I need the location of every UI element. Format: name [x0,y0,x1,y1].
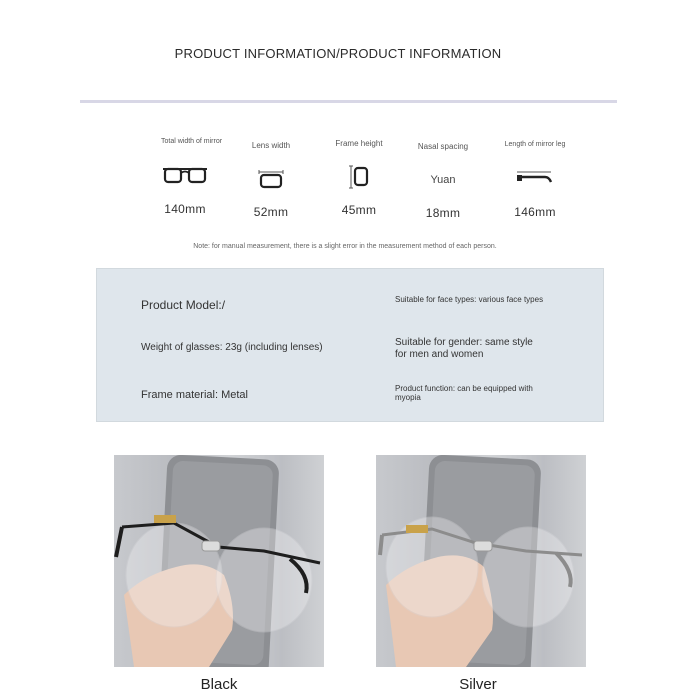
spec-value: 18mm [425,206,461,220]
spec-label: Lens width [251,141,291,150]
nasal-spacing-word: Yuan [430,174,456,186]
spec-nasal-spacing [397,138,489,220]
spec-temple-length [489,138,581,219]
frame-material: Frame material: Metal [141,389,248,401]
measurement-note: Note: for manual measurement, there is a slight error in the measurement method of each person. [193,243,497,250]
lens-width-icon [225,159,317,199]
page-title: PRODUCT INFORMATION/PRODUCT INFORMATION [174,46,502,61]
spec-value: 52mm [253,205,289,219]
face-type: Suitable for face types: various face types [395,295,544,304]
spec-label: Nasal spacing [417,142,469,151]
spec-frame-height [313,138,405,217]
product-function: Product function: can be equipped with myopia [395,384,533,402]
frame-height-icon [313,157,405,197]
variant-label-silver: Silver [459,676,497,693]
variant-photo-black [114,455,324,667]
spec-value: 146mm [514,205,556,219]
spec-value: 140mm [164,202,206,216]
spec-label: Total width of mirror [161,138,223,145]
spec-value: 45mm [341,203,377,217]
gender-suitability: Suitable for gender: same style for men and women [395,337,533,360]
spec-lens-width [225,138,317,219]
glasses-weight: Weight of glasses: 23g (including lenses) [141,342,323,353]
spec-total-width [139,138,231,216]
product-model: Product Model:/ [141,298,226,312]
spec-label: Frame height [335,139,383,148]
glasses-front-icon [139,156,231,196]
spec-label: Length of mirror leg [504,141,566,148]
temple-arm-icon [489,159,581,199]
nasal-spacing-text [397,160,489,200]
variant-label-black: Black [200,676,238,693]
variant-photo-silver [376,455,586,667]
divider [80,100,617,103]
product-info-panel [96,268,604,422]
